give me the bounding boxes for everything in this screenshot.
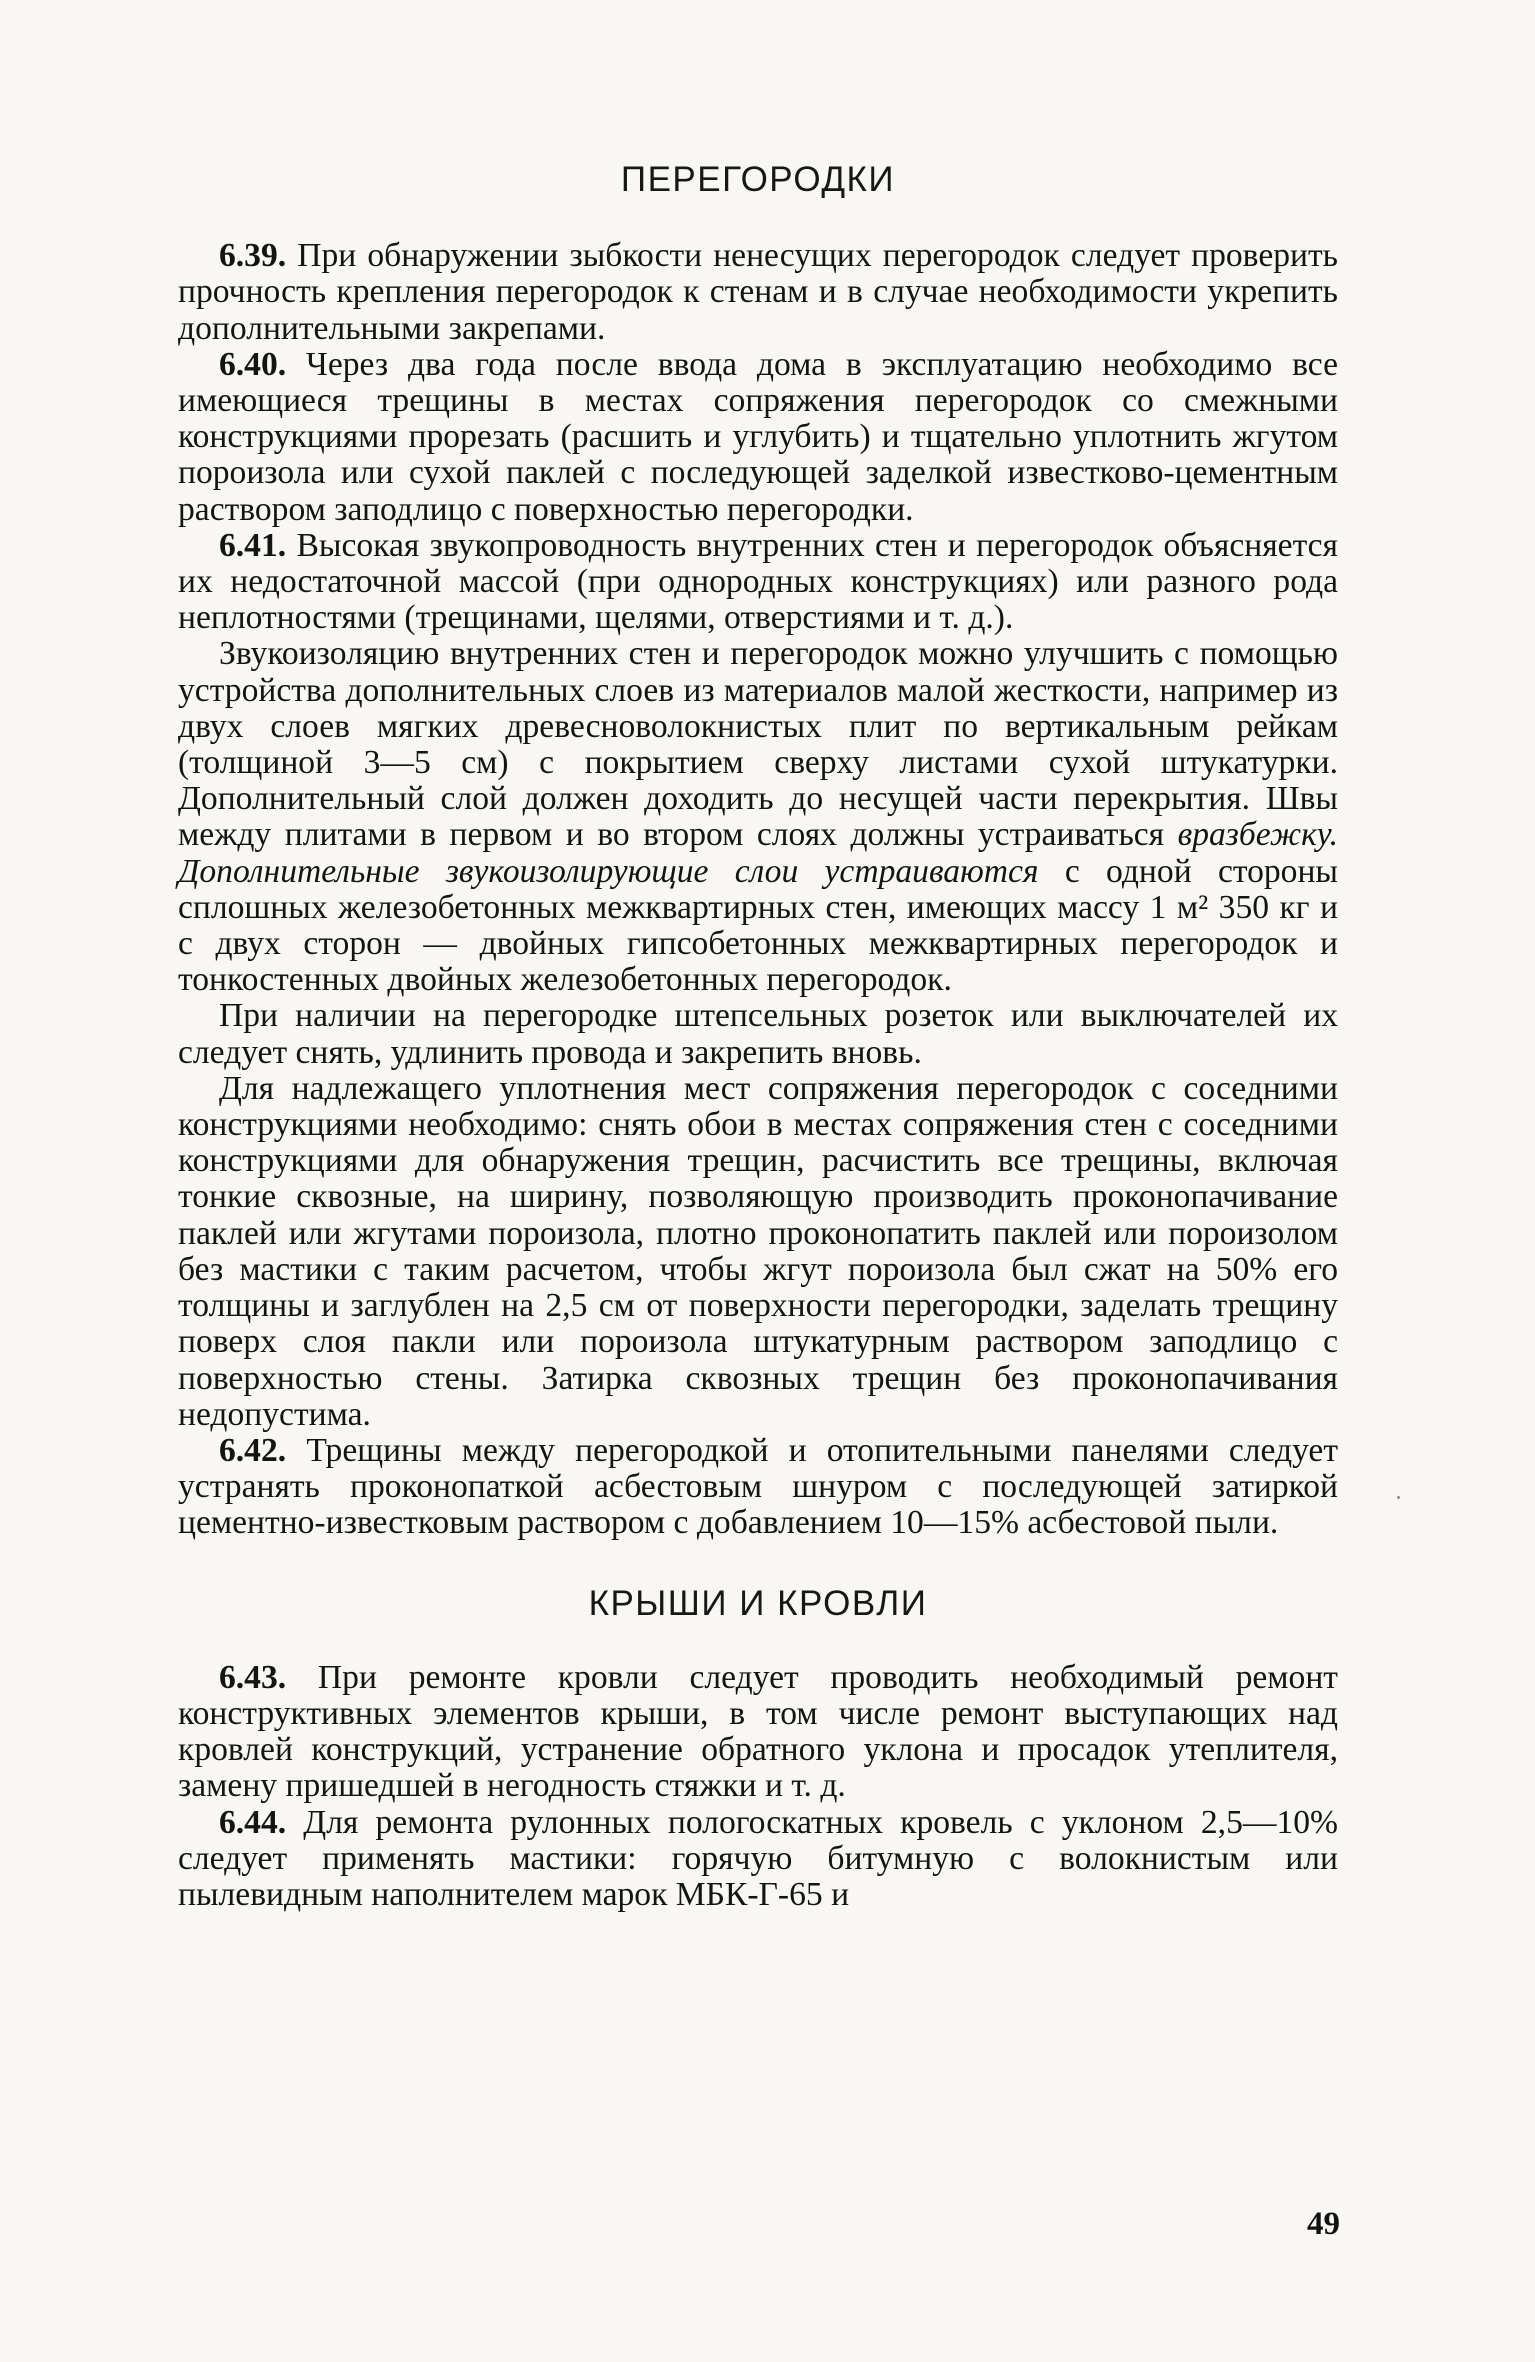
paragraph-text: При наличии на перегородке штепсельных розеток или выключателей их следует снять, удлинить провода и закрепить вновь. <box>178 997 1338 1071</box>
section-heading-roofs: КРЫШИ И КРОВЛИ <box>588 1583 928 1623</box>
paragraph-6-43 <box>178 1660 1338 1805</box>
paragraph-text-continued: с одной стороны сплошных железобетонных межквартирных стен, имеющих массу 1 м² 350 кг и с двух сторон — двойных гипсобетонных межквартирных перегородок и тонкостенных двойных железобетонных перегородок. <box>178 852 1338 999</box>
paragraph-sound-insulation <box>178 636 1338 998</box>
paragraph-number: 6.39. <box>219 237 287 275</box>
paragraph-text: Трещины между перегородкой и отопительными панелями следует устранять проконопаткой асбестовым шнуром с последующей затиркой цементно-известковым раствором с добавлением 10—15% асбестовой пыли. <box>178 1431 1338 1542</box>
italic-text: вразбежку. Дополнительные звукоизолирующие слои устраиваются <box>178 816 1338 890</box>
paragraph-text: При ремонте кровли следует проводить необходимый ремонт конструктивных элементов крыши, в том числе ремонт выступающих над кровлей конструкций, устранение обратного уклона и просадок утеплителя, замену пришедшей в негодность стяжки и т. д. <box>178 1658 1338 1805</box>
scan-speck <box>1397 1496 1400 1499</box>
paragraph-text: Через два года после ввода дома в эксплуатацию необходимо все имеющиеся трещины в местах сопряжения перегородок со смежными конструкциями прорезать (расшить и углубить) и тщательно уплотнить жгутом пороизола или сухой паклей с последующей заделкой известково-цементным раствором заподлицо с поверхностью перегородки. <box>178 345 1339 528</box>
paragraph-text: Для ремонта рулонных пологоскатных кровель с уклоном 2,5—10% следует применять мастики: горячую битумную с волокнистым или пылевидным наполнителем марок МБК-Г-65 и <box>178 1803 1338 1913</box>
page-number: 49 <box>1307 2206 1340 2242</box>
paragraph-number: 6.43. <box>219 1658 287 1696</box>
paragraph-6-39 <box>178 238 1338 347</box>
paragraph-text: Для надлежащего уплотнения мест сопряжения перегородок с соседними конструкциями необходимо: снять обои в местах сопряжения стен с соседними конструкциями для обнаружения трещин, расчистить все трещины, включая тонкие сквозные, на ширину, позволяющую производить проконопачивание паклей или жгутами пороизола, плотно проконопатить паклей или пороизолом без мастики с таким расчетом, чтобы жгут пороизола был сжат на 50% его толщины и заглублен на 2,5 см от поверхности перегородки, заделать трещину поверх слоя пакли или пороизола штукатурным раствором заподлицо с поверхностью стены. Затирка сквозных трещин без проконопачивания недопустима. <box>178 1069 1338 1433</box>
paragraph-number: 6.40. <box>219 345 287 383</box>
paragraph-text: Высокая звукопроводность внутренних стен и перегородок объясняется их недостаточной массой (при однородных конструкциях) или разного рода неплотностями (трещинами, щелями, отверстиями и т. д.). <box>178 526 1338 637</box>
page-content <box>178 162 1338 1913</box>
paragraph-6-44 <box>178 1805 1338 1914</box>
paragraph-sealing <box>178 1071 1338 1433</box>
paragraph-6-42 <box>178 1433 1338 1542</box>
paragraph-text: При обнаружении зыбкости ненесущих перегородок следует проверить прочность крепления перегородок к стенам и в случае необходимости укрепить дополнительными закрепами. <box>178 237 1338 347</box>
paragraph-number: 6.42. <box>219 1431 287 1469</box>
paragraph-text: Звукоизоляцию внутренних стен и перегородок можно улучшить с помощью устройства дополнительных слоев из материалов малой жесткости, например из двух слоев мягких древесноволокнистых плит по вертикальным рейкам (толщиной 3—5 см) с покрытием сверху листами сухой штукатурки. Дополнительный слой должен доходить до несущей части перекрытия. Швы между плитами в первом и во втором слоях должны устраиваться <box>178 635 1338 854</box>
paragraph-6-41 <box>178 528 1338 637</box>
paragraph-6-40 <box>178 347 1338 528</box>
section-heading-partitions: ПЕРЕГОРОДКИ <box>620 160 896 199</box>
paragraph-sockets <box>178 998 1338 1070</box>
paragraph-number: 6.44. <box>219 1803 287 1841</box>
paragraph-number: 6.41. <box>219 526 287 564</box>
